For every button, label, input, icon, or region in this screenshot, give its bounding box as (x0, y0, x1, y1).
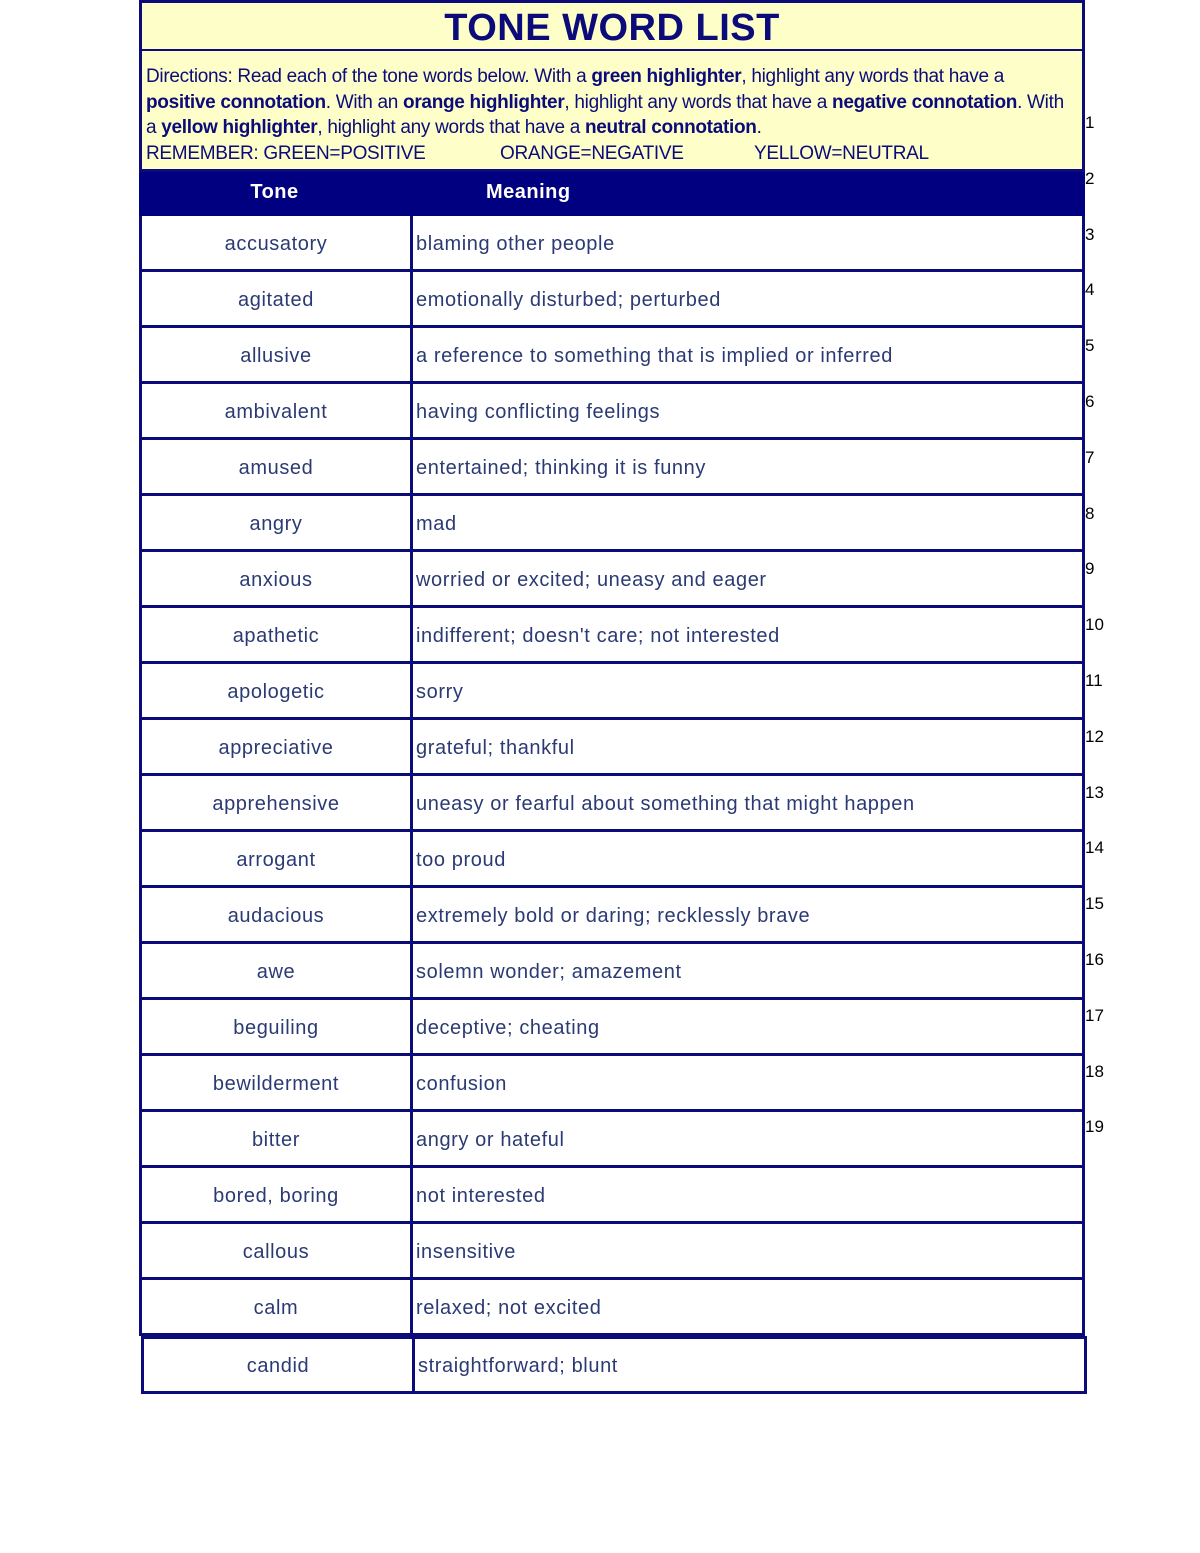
tone-meaning: blaming other people (416, 233, 615, 255)
table-row (139, 832, 1085, 888)
line-number: 9 (1085, 559, 1095, 579)
directions-text: . (756, 117, 762, 138)
line-number: 11 (1085, 671, 1103, 690)
table-row (139, 1112, 1085, 1168)
table-row (139, 496, 1085, 552)
line-number: 10 (1085, 615, 1104, 635)
line-number: 12 (1085, 726, 1104, 746)
table-row (139, 1056, 1085, 1112)
neutral-connotation-text: neutral connotation (584, 117, 757, 138)
tone-meaning: deceptive; cheating (416, 1017, 600, 1039)
tone-word: anxious (142, 552, 413, 605)
table-row (139, 1168, 1085, 1224)
directions-text: . With a (146, 91, 1064, 138)
line-number: 18 (1085, 1061, 1104, 1081)
tone-word: beguiling (142, 1000, 413, 1053)
table-row (139, 664, 1085, 720)
tone-word: amused (142, 440, 413, 493)
directions-text: , highlight any words that have a (564, 91, 833, 113)
line-number: 13 (1085, 782, 1104, 802)
yellow-highlighter-text: yellow highlighter (161, 117, 318, 138)
tone-word: agitated (142, 272, 413, 325)
tone-word: angry (142, 496, 413, 549)
table-header (139, 172, 1085, 216)
tone-table-body (139, 216, 1085, 1394)
tone-word: calm (142, 1280, 413, 1333)
directions-text: , highlight any words that have a (317, 117, 585, 138)
table-row (141, 1336, 1087, 1394)
tone-meaning: too proud (416, 849, 506, 871)
line-number: 14 (1085, 838, 1104, 858)
table-row (139, 776, 1085, 832)
table-row (139, 608, 1085, 664)
tone-meaning: angry or hateful (416, 1129, 565, 1151)
tone-meaning: insensitive (416, 1241, 516, 1263)
column-header-meaning: Meaning (486, 181, 571, 203)
negative-connotation-text: negative connotation (832, 91, 1018, 113)
tone-word: arrogant (142, 832, 413, 885)
remember-yellow: YELLOW=NEUTRAL (754, 142, 929, 164)
tone-meaning: worried or excited; uneasy and eager (416, 569, 767, 591)
tone-meaning: a reference to something that is implied or inferred (416, 345, 893, 367)
directions-box (139, 51, 1085, 172)
table-row (139, 216, 1085, 272)
table-row (139, 720, 1085, 776)
tone-word: ambivalent (142, 384, 413, 437)
table-row (139, 384, 1085, 440)
green-highlighter-text: green highlighter (591, 66, 742, 87)
tone-meaning: solemn wonder; amazement (416, 961, 682, 983)
table-row (139, 328, 1085, 384)
column-header-tone: Tone (250, 181, 299, 203)
tone-word: apprehensive (142, 776, 413, 829)
directions-text: Directions: Read each of the tone words below. With a (146, 66, 592, 87)
tone-meaning: not interested (416, 1185, 546, 1207)
remember-green: REMEMBER: GREEN=POSITIVE (146, 142, 426, 164)
tone-meaning: extremely bold or daring; recklessly brave (416, 905, 811, 927)
tone-word: apologetic (142, 664, 413, 717)
tone-word: accusatory (142, 216, 413, 269)
tone-meaning: having conflicting feelings (416, 401, 661, 423)
table-row (139, 1224, 1085, 1280)
directions-text: . With an (325, 91, 404, 113)
remember-line (146, 141, 1076, 167)
table-row (139, 888, 1085, 944)
tone-word: bored, boring (142, 1168, 413, 1221)
line-number: 19 (1085, 1117, 1104, 1137)
line-number: 2 (1085, 168, 1095, 188)
table-row (139, 1000, 1085, 1056)
positive-connotation-text: positive connotation (146, 91, 326, 113)
line-number: 15 (1085, 894, 1104, 914)
tone-meaning: straightforward; blunt (418, 1355, 618, 1377)
tone-word: awe (142, 944, 413, 997)
line-number: 8 (1085, 503, 1095, 523)
tone-word: bitter (142, 1112, 413, 1165)
tone-word-sheet (139, 0, 1085, 1394)
table-row (139, 272, 1085, 328)
tone-meaning: uneasy or fearful about something that might happen (416, 793, 915, 815)
table-row (139, 1280, 1085, 1336)
line-number: 7 (1085, 447, 1095, 467)
tone-word: audacious (142, 888, 413, 941)
line-number: 17 (1085, 1005, 1104, 1025)
table-row (139, 440, 1085, 496)
tone-meaning: sorry (416, 681, 464, 703)
tone-meaning: relaxed; not excited (416, 1297, 602, 1319)
tone-word: appreciative (142, 720, 413, 773)
table-row (139, 552, 1085, 608)
tone-meaning: mad (416, 513, 457, 535)
line-number: 1 (1085, 113, 1095, 132)
tone-meaning: grateful; thankful (416, 737, 575, 759)
tone-meaning: confusion (416, 1073, 508, 1095)
page-title: TONE WORD LIST (139, 0, 1085, 51)
orange-highlighter-text: orange highlighter (403, 91, 565, 113)
tone-word: apathetic (142, 608, 413, 661)
directions-text: , highlight any words that have a (741, 66, 1005, 87)
tone-word: allusive (142, 328, 413, 381)
tone-meaning: entertained; thinking it is funny (416, 457, 706, 479)
line-number: 6 (1085, 392, 1095, 411)
tone-meaning: indifferent; doesn't care; not interested (416, 625, 780, 647)
line-number: 4 (1085, 280, 1095, 300)
tone-word: candid (144, 1339, 415, 1391)
remember-orange: ORANGE=NEGATIVE (500, 142, 684, 164)
line-number: 3 (1085, 224, 1095, 244)
table-row (139, 944, 1085, 1000)
line-number: 16 (1085, 950, 1104, 969)
tone-word: bewilderment (142, 1056, 413, 1109)
tone-meaning: emotionally disturbed; perturbed (416, 289, 721, 311)
line-number: 5 (1085, 336, 1095, 356)
tone-word: callous (142, 1224, 413, 1277)
